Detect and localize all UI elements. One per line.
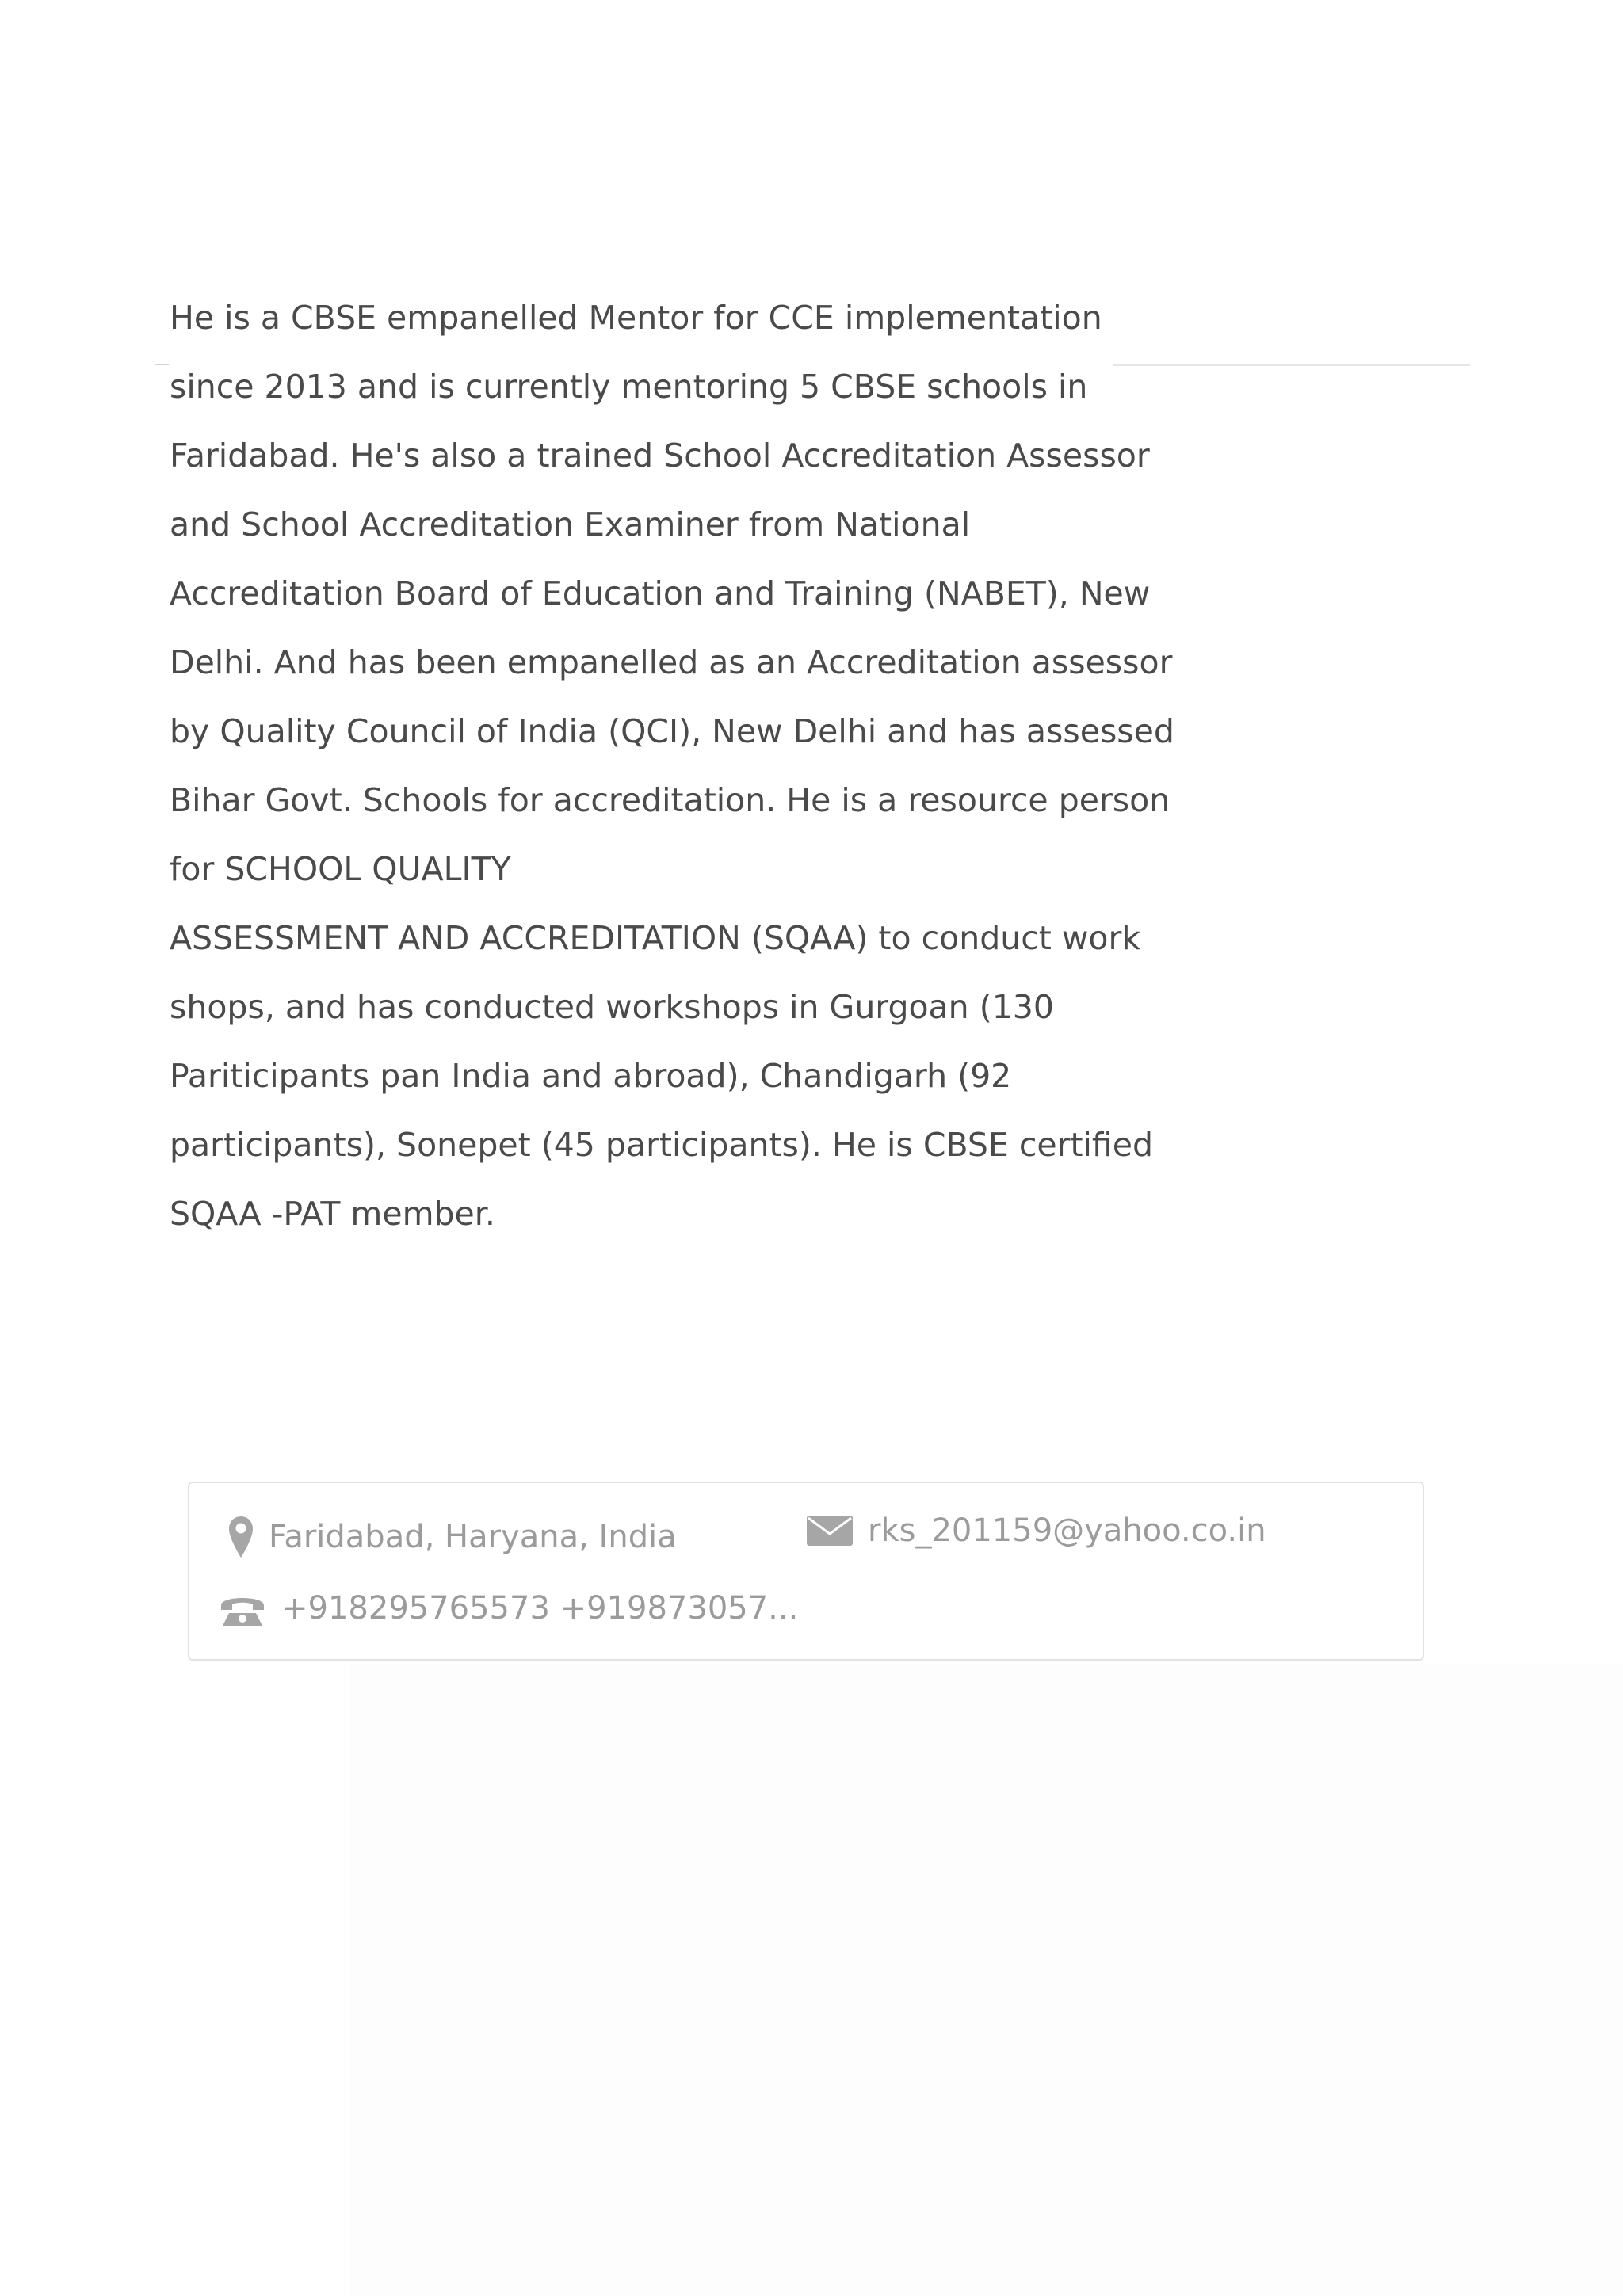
bio-line: by Quality Council of India (QCI), New Delhi and has assessed — [170, 712, 1174, 750]
bio-line: Accreditation Board of Education and Training (NABET), New — [170, 574, 1151, 612]
contact-email[interactable] — [806, 1512, 1266, 1549]
map-pin-icon — [227, 1515, 254, 1559]
location-text: Faridabad, Haryana, India — [269, 1519, 677, 1555]
envelope-icon — [806, 1515, 854, 1547]
phone-text: +918295765573 +919873057... — [281, 1590, 799, 1627]
bio-line: for SCHOOL QUALITY — [170, 850, 511, 888]
divider-right — [1113, 364, 1470, 366]
bio-line: ASSESSMENT AND ACCREDITATION (SQAA) to conduct work — [170, 919, 1141, 957]
bio-line: Delhi. And has been empanelled as an Accreditation assessor — [170, 643, 1173, 681]
email-link[interactable]: rks_201159@yahoo.co.in — [868, 1512, 1266, 1549]
bio-line: Faridabad. He's also a trained School Accreditation Assessor — [170, 437, 1150, 475]
divider-left — [155, 364, 169, 365]
contact-location — [227, 1515, 677, 1559]
bio-paragraph — [170, 284, 1174, 1249]
telephone-icon — [218, 1589, 267, 1627]
contact-card — [188, 1482, 1424, 1661]
bio-line: Pariticipants pan India and abroad), Chandigarh (92 — [170, 1057, 1012, 1095]
bio-line: shops, and has conducted workshops in Gurgoan (130 — [170, 988, 1054, 1026]
background-panel — [349, 1664, 1623, 2296]
bio-line: Bihar Govt. Schools for accreditation. He is a resource person — [170, 781, 1170, 819]
bio-line: SQAA -PAT member. — [170, 1195, 495, 1233]
bio-line: He is a CBSE empanelled Mentor for CCE implementation — [170, 299, 1102, 337]
bio-line: since 2013 and is currently mentoring 5 CBSE schools in — [170, 368, 1088, 406]
bio-line: and School Accreditation Examiner from National — [170, 505, 971, 543]
bio-line: participants), Sonepet (45 participants). He is CBSE certified — [170, 1126, 1153, 1164]
contact-phone — [218, 1589, 798, 1627]
